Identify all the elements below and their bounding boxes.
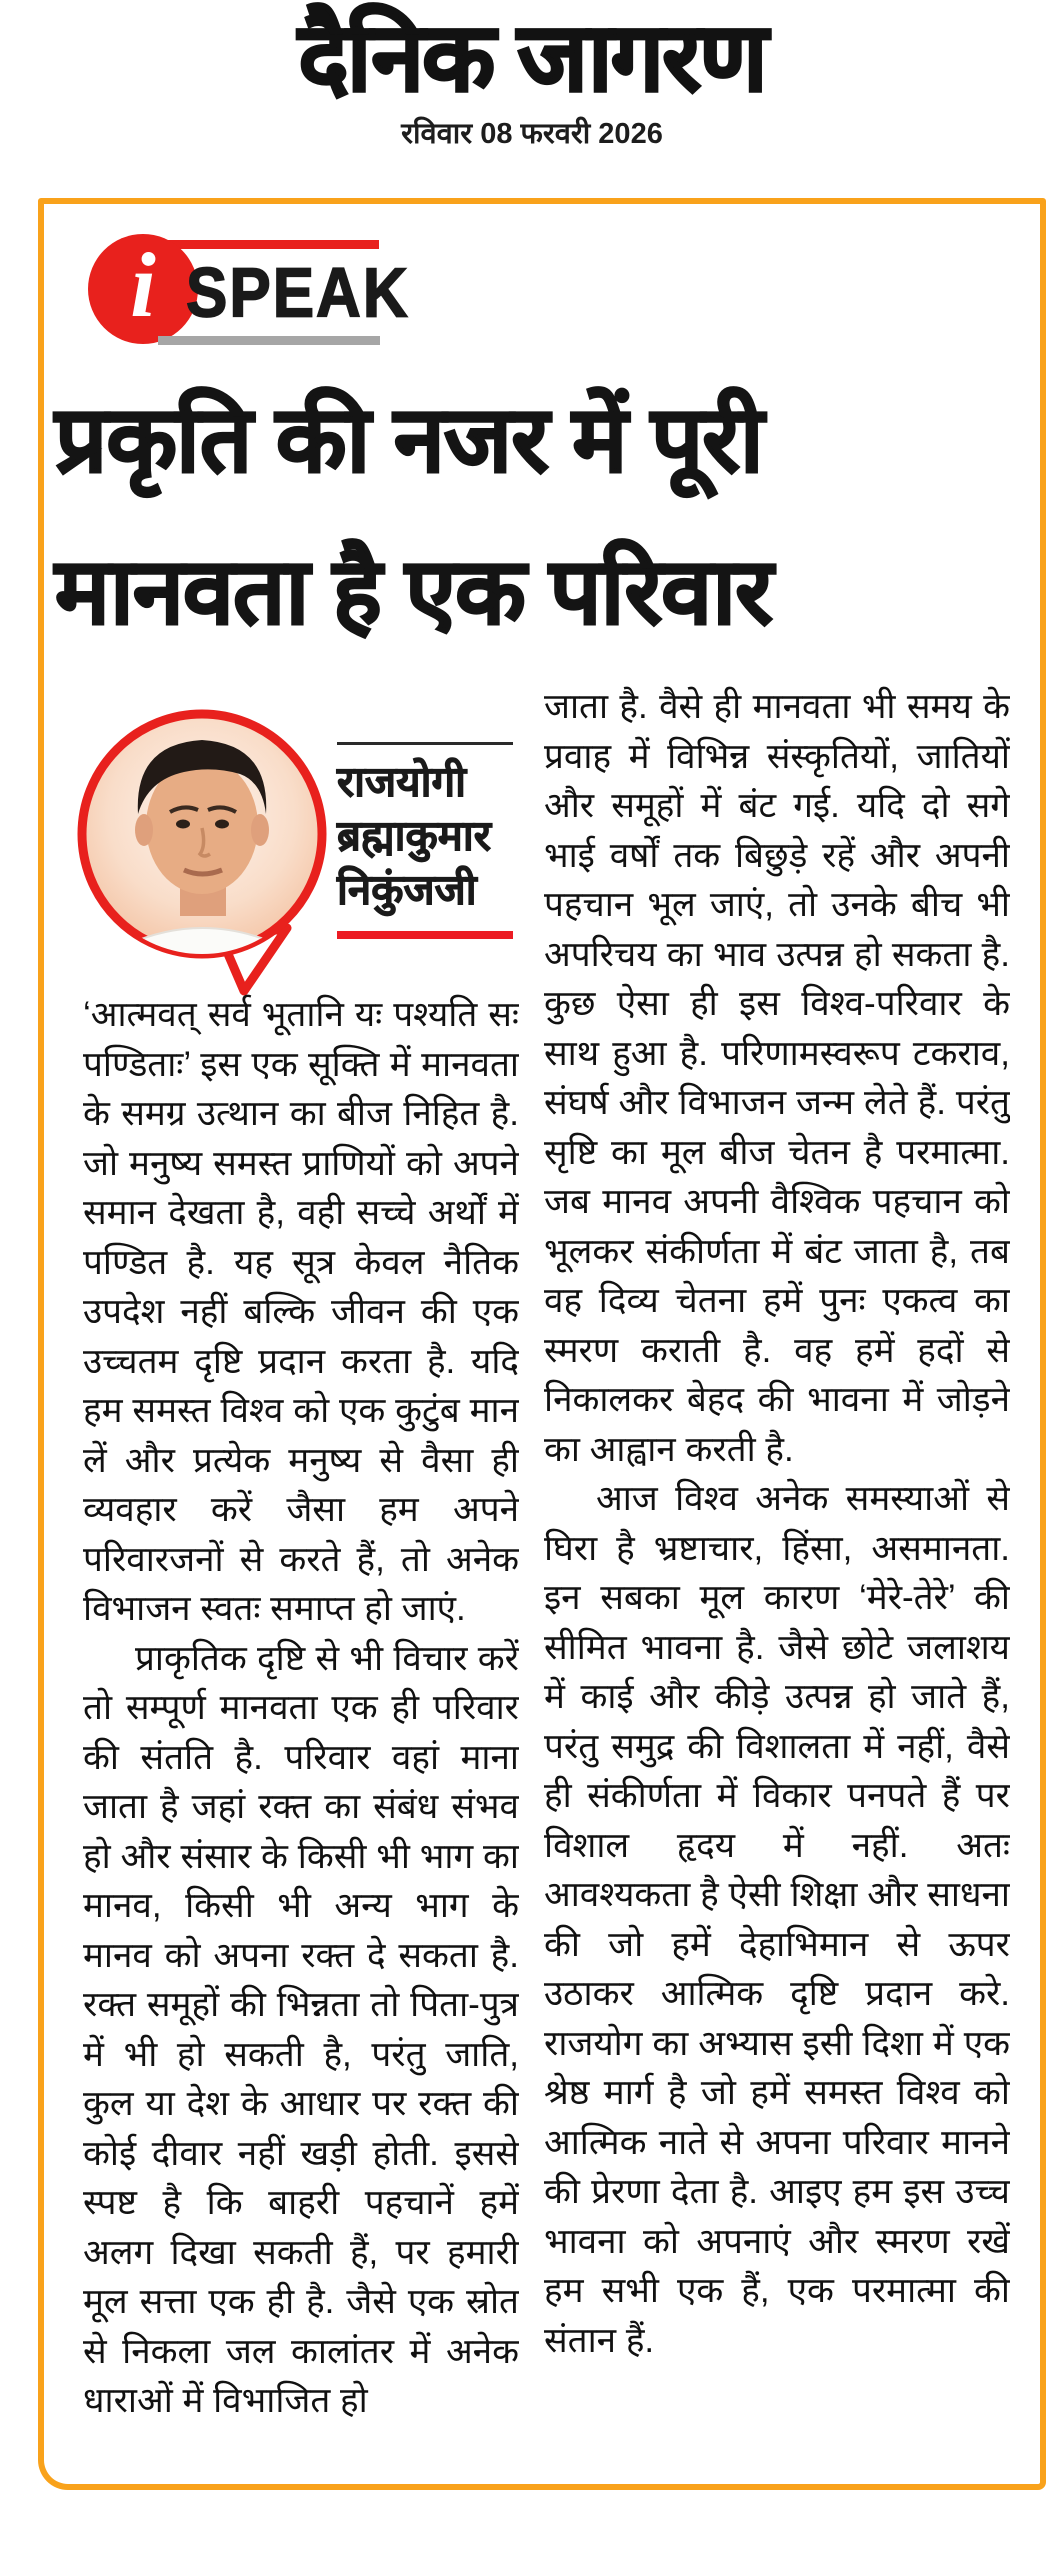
ispeak-logo-icon xyxy=(88,234,198,344)
logo-i-glyph: i xyxy=(130,234,156,336)
masthead-title: दैनिक जागरण xyxy=(298,5,766,111)
author-name-line-3: निकुंजजी xyxy=(337,866,477,913)
paragraph: आज विश्व अनेक समस्याओं से घिरा है भ्रष्टाचार, हिंसा, असमानता. इन सबका मूल कारण ‘मेरे-तेरे’ की सीमित भावना है. जैसे छोटे जलाशय में काई और कीड़े उत्पन्न हो जाते हैं, परंतु समुद्र की विशालता में नहीं, वैसे ही संकीर्णता में विकार पनपते हैं पर विशाल हृदय में नहीं. अतः आवश्यकता है ऐसी शिक्षा और साधना की जो हमें देहाभिमान से ऊपर उठाकर आत्मिक दृष्टि प्रदान करे. राजयोग का अभ्यास इसी दिशा में एक श्रेष्ठ मार्ग है जो हमें समस्त विश्व को आत्मिक नाते से अपना परिवार मानने की प्रेरणा देता है. आइए हम इस उच्च भावना को अपनाएं और स्मरण रखें हम सभी एक हैं, एक परमात्मा की संतान हैं. xyxy=(544,1479,1010,2360)
paragraph: ‘आत्मवत् सर्व भूतानि यः पश्यति सः पण्डिताः’ इस एक सूक्ति में मानवता के समग्र उत्थान का बीज निहित है. जो मनुष्य समस्त प्राणियों को अपने समान देखता है, वही सच्चे अर्थों में पण्डित है. यह सूत्र केवल नैतिक उपदेश नहीं बल्कि जीवन की एक उच्चतम दृष्टि प्रदान करता है. यदि हम समस्त विश्व को एक कुटुंब मान लें और प्रत्येक मनुष्य से वैसा ही व्यवहार करें जैसा हम अपने परिवारजनों से करते हैं, तो अनेक विभाजन स्वतः समाप्त हो जाएं. xyxy=(83,995,519,1628)
article-headline xyxy=(55,364,1030,668)
body-column-right xyxy=(544,682,1010,2484)
paragraph: जाता है. वैसे ही मानवता भी समय के प्रवाह में विभिन्न संस्कृतियों, जातियों और समूहों में बंट गई. यदि दो सगे भाई वर्षों तक बिछुड़े रहें और अपनी पहचान भूल जाएं, तो उनके बीच भी अपरिचय का भाव उत्पन्न हो सकता है. कुछ ऐसा ही इस विश्व-परिवार के साथ हुआ है. परिणामस्वरूप टकराव, संघर्ष और विभाजन जन्म लेते हैं. परंतु सृष्टि का मूल बीज चेतन है परमात्मा. जब मानव अपनी वैश्विक पहचान को भूलकर संकीर्णता में बंट जाता है, तब वह दिव्य चेतना हमें पुनः एकत्व का स्मरण कराती है. वह हमें हदों से निकालकर बेहद की भावना में जोड़ने का आह्वान करती है. xyxy=(544,687,1010,1469)
logo-red-rule xyxy=(153,240,379,249)
headline-line-2: मानवता है एक परिवार xyxy=(55,541,772,643)
byline-block xyxy=(337,742,513,939)
headline-line-1: प्रकृति की नजर में पूरी xyxy=(55,389,763,491)
byline-red-rule xyxy=(337,931,513,939)
paragraph: प्राकृतिक दृष्टि से भी विचार करें तो सम्पूर्ण मानवता एक ही परिवार की संतति है. परिवार वहां माना जाता है जहां रक्त का संबंध संभव हो और संसार के किसी भी भाग का मानव, किसी भी अन्य भाग के मानव को अपना रक्त दे सकता है. रक्त समूहों की भिन्नता तो पिता-पुत्र में भी हो सकती है, परंतु जाति, कुल या देश के आधार पर रक्त की कोई दीवार नहीं खड़ी होती. इससे स्पष्ट है कि बाहरी पहचानें हमें अलग दिखा सकती हैं, पर हमारी मूल सत्ता एक ही है. जैसे एक स्रोत से निकला जल कालांतर में अनेक धाराओं में विभाजित हो xyxy=(83,1638,519,2420)
author-name-line-2: ब्रह्माकुमार xyxy=(337,812,491,859)
logo-speak-label: SPEAK xyxy=(186,255,410,333)
body-column-left xyxy=(83,990,519,2486)
author-name-line-1: राजयोगी xyxy=(337,758,466,805)
article-box xyxy=(38,198,1046,2490)
logo-gray-rule xyxy=(158,336,380,345)
author-photo xyxy=(72,696,340,996)
masthead-date: रविवार 08 फरवरी 2026 xyxy=(401,118,663,150)
